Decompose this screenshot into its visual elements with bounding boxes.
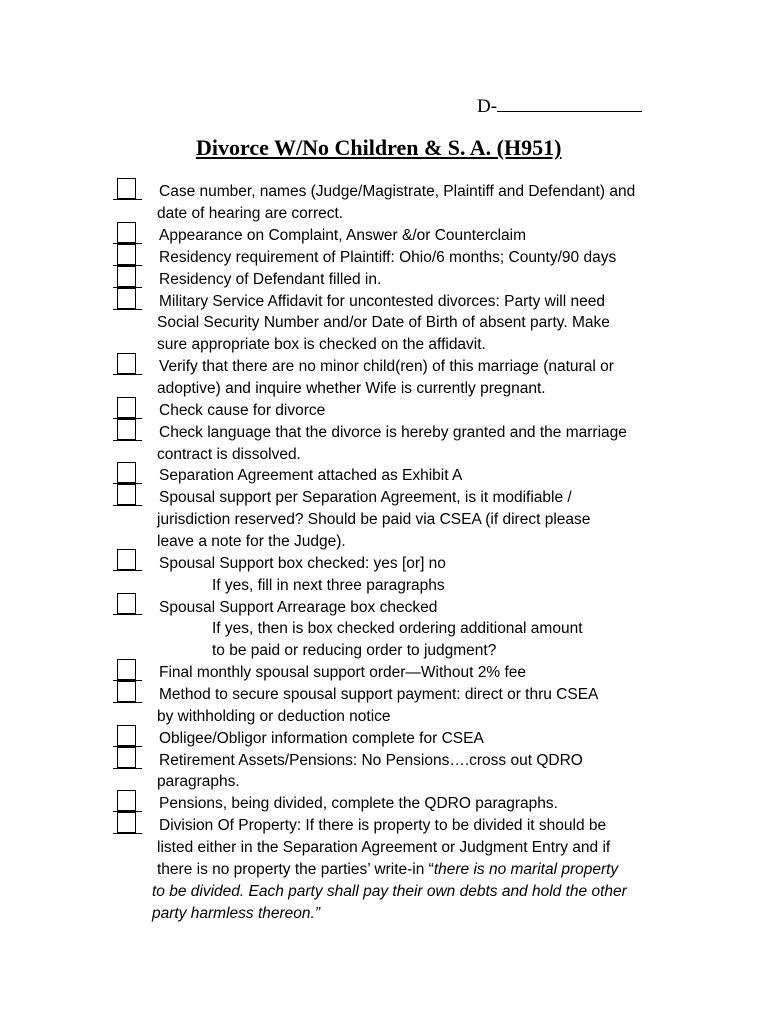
item-text: date of hearing are correct. — [157, 205, 344, 222]
item-text-italic: to be divided. Each party shall pay their own debts and hold the other — [152, 883, 627, 900]
item-text: Military Service Affidavit for uncontested divorces: Party will need — [159, 293, 605, 310]
item-text: Residency requirement of Plaintiff: Ohio/6 months; County/90 days — [159, 249, 617, 266]
item-text: Pensions, being divided, complete the QDRO paragraphs. — [159, 795, 558, 812]
checkbox[interactable] — [113, 397, 142, 419]
checkbox[interactable] — [113, 222, 142, 244]
checkbox[interactable] — [113, 244, 142, 266]
checkbox[interactable] — [113, 725, 142, 747]
checkbox[interactable] — [113, 549, 142, 571]
item-text: contract is dissolved. — [157, 446, 301, 463]
document-number — [477, 95, 642, 118]
item-text: jurisdiction reserved? Should be paid via CSEA (if direct please — [157, 511, 591, 528]
item-text: Separation Agreement attached as Exhibit A — [159, 467, 463, 484]
checkbox[interactable] — [113, 484, 142, 506]
item-text: Check language that the divorce is hereby granted and the marriage — [159, 424, 627, 441]
checkbox[interactable] — [113, 178, 142, 200]
item-text: Social Security Number and/or Date of Birth of absent party. Make — [157, 314, 610, 331]
item-text: Verify that there are no minor child(ren) of this marriage (natural or — [159, 358, 614, 375]
item-text: listed either in the Separation Agreement or Judgment Entry and if — [157, 839, 611, 856]
item-text: Spousal support per Separation Agreement, is it modifiable / — [159, 489, 572, 506]
item-text: Method to secure spousal support payment: direct or thru CSEA — [159, 686, 599, 703]
item-text: If yes, then is box checked ordering additional amount — [212, 620, 583, 637]
item-text: adoptive) and inquire whether Wife is currently pregnant. — [157, 380, 546, 397]
item-text: Final monthly spousal support order—Without 2% fee — [159, 664, 527, 681]
item-text: Case number, names (Judge/Magistrate, Plaintiff and Defendant) and — [159, 183, 636, 200]
checkbox[interactable] — [113, 288, 142, 310]
item-text: to be paid or reducing order to judgment? — [212, 642, 497, 659]
checkbox[interactable] — [113, 462, 142, 484]
checkbox[interactable] — [113, 747, 142, 769]
item-text: Appearance on Complaint, Answer &/or Counterclaim — [159, 227, 527, 244]
checkbox[interactable] — [113, 790, 142, 812]
checkbox[interactable] — [113, 681, 142, 703]
document-number-prefix: D- — [477, 96, 498, 117]
item-text: sure appropriate box is checked on the affidavit. — [157, 336, 486, 353]
checkbox[interactable] — [113, 812, 142, 834]
item-text: Obligee/Obligor information complete for CSEA — [159, 730, 484, 747]
checkbox[interactable] — [113, 659, 142, 681]
item-text-segment: there is no property the parties’ write-in “ — [157, 861, 434, 878]
item-text: Division Of Property: If there is property to be divided it should be — [159, 817, 607, 834]
item-text: Check cause for divorce — [159, 402, 326, 419]
checkbox[interactable] — [113, 353, 142, 375]
item-text: by withholding or deduction notice — [157, 708, 391, 725]
page-title: Divorce W/No Children & S. A. (H951) — [196, 135, 562, 160]
document-number-blank — [497, 95, 642, 112]
checkbox[interactable] — [113, 593, 142, 615]
item-text — [157, 861, 618, 879]
checkbox[interactable] — [113, 266, 142, 288]
item-text: leave a note for the Judge). — [157, 533, 346, 550]
item-text: Spousal Support Arrearage box checked — [159, 599, 438, 616]
item-text: paragraphs. — [157, 773, 240, 790]
checkbox[interactable] — [113, 419, 142, 441]
item-text: Spousal Support box checked: yes [or] no — [159, 555, 446, 572]
item-text: Residency of Defendant filled in. — [159, 271, 382, 288]
item-text-italic: there is no marital property — [433, 861, 619, 878]
item-text-italic: party harmless thereon.” — [152, 905, 320, 922]
item-text: If yes, fill in next three paragraphs — [212, 577, 445, 594]
item-text: Retirement Assets/Pensions: No Pensions….cross out QDRO — [159, 752, 583, 769]
